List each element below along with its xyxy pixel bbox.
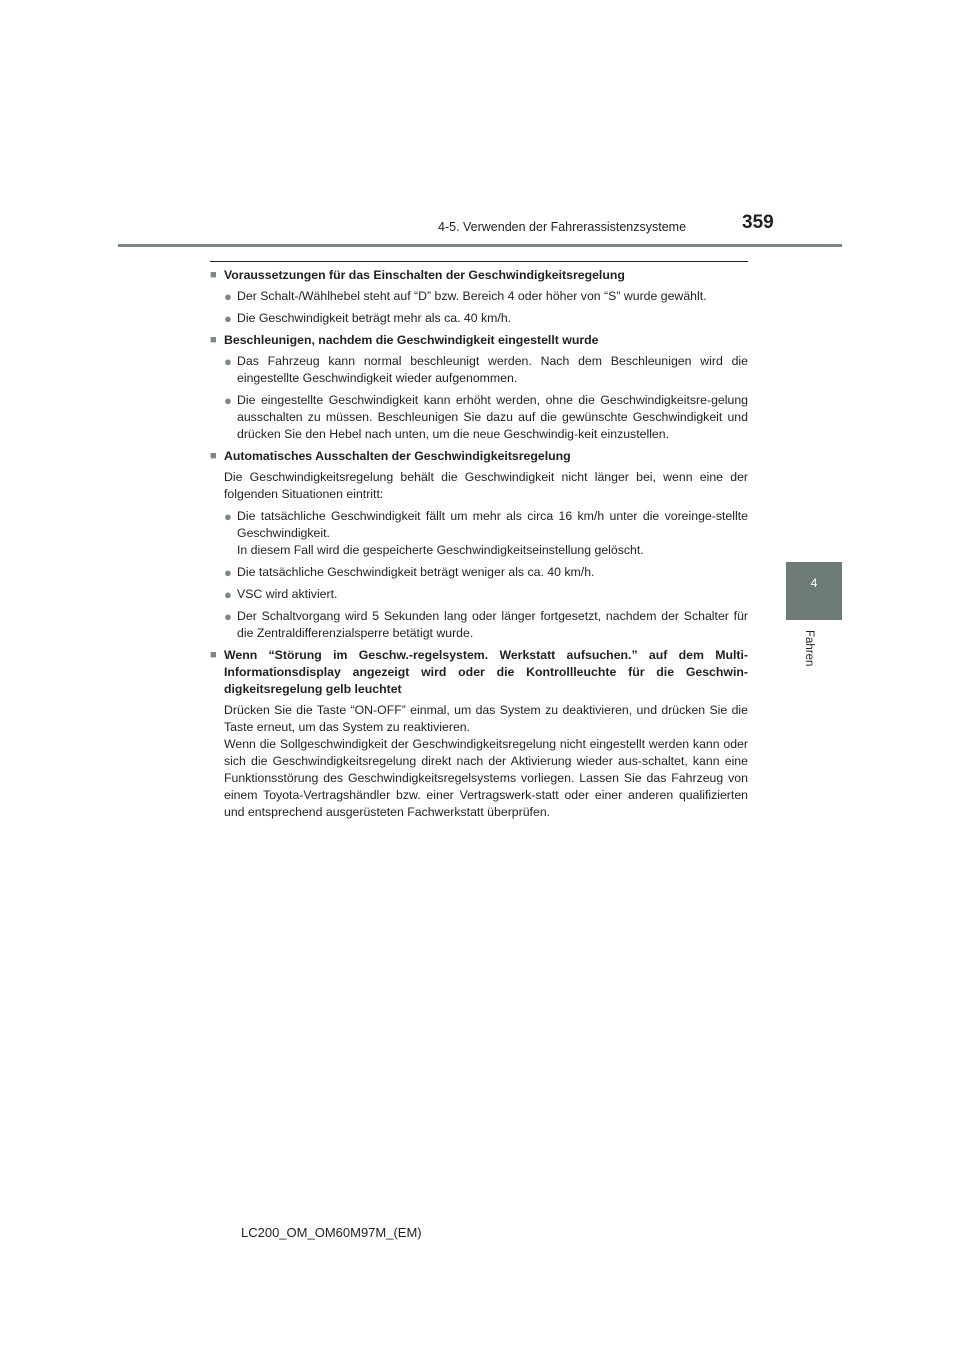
section (210, 647, 748, 821)
circle-bullet-icon: ● (224, 354, 232, 369)
footer-code: LC200_OM_OM60M97M_(EM) (241, 1225, 422, 1240)
bullet-text: Das Fahrzeug kann normal beschleunigt werden. Nach dem Beschleunigen wird die eingestellte Geschwindigkeit wieder aufgenommen. (237, 354, 748, 385)
section-title-text: Beschleunigen, nachdem die Geschwindigkeit eingestellt wurde (224, 333, 599, 347)
chapter-tab-label: Fahren (803, 630, 815, 667)
bullet-text: Die eingestellte Geschwindigkeit kann erhöht werden, ohne die Geschwindigkeitsre-gelung ausschalten zu müssen. Beschleunigen Sie dazu auf die gewünschte Geschwindigkeit und drücken Sie den Hebel nach unten, um die neue Geschwindig-keit einzustellen. (237, 393, 748, 441)
circle-bullet-icon: ● (224, 393, 232, 408)
bullet-item (224, 564, 748, 581)
bullet-text: Die Geschwindigkeit beträgt mehr als ca. 40 km/h. (237, 311, 512, 325)
bullet-text: Der Schaltvorgang wird 5 Sekunden lang oder länger fortgesetzt, nachdem der Schalter für die Zentraldifferenzialsperre betätigt wurde. (237, 609, 748, 640)
circle-bullet-icon: ● (224, 587, 232, 602)
bullet-text: VSC wird aktiviert. (237, 587, 338, 601)
bullet-text: Die tatsächliche Geschwindigkeit beträgt weniger als ca. 40 km/h. (237, 565, 595, 579)
bullet-item (224, 608, 748, 642)
header-section-title: 4-5. Verwenden der Fahrerassistenzsysteme (438, 220, 687, 234)
chapter-tab-number: 4 (810, 576, 818, 590)
bullet-text: Die tatsächliche Geschwindigkeit fällt um mehr als circa 16 km/h unter die voreinge-stellte Geschwindigkeit. In diesem Fall wird die gespeicherte Geschwindigkeitseinstellung gelöscht. (237, 509, 748, 557)
bullet-text: Der Schalt-/Wählhebel steht auf “D” bzw. Bereich 4 oder höher von “S” wurde gewählt. (237, 289, 707, 303)
section-title-text: Wenn “Störung im Geschw.-regelsystem. Werkstatt aufsuchen.” auf dem Multi-Informationsdisplay angezeigt wird oder die Kontrollleuchte für die Geschwin-digkeitsregelung gelb leuchtet (224, 648, 748, 696)
circle-bullet-icon: ● (224, 509, 232, 524)
section-title (210, 647, 748, 698)
bullet-item (224, 586, 748, 603)
content (210, 267, 748, 826)
section-title (210, 448, 748, 465)
bullet-item (224, 310, 748, 327)
circle-bullet-icon: ● (224, 311, 232, 326)
section (210, 267, 748, 327)
section-title-text: Voraussetzungen für das Einschalten der Geschwindigkeitsregelung (224, 268, 625, 282)
circle-bullet-icon: ● (224, 565, 232, 580)
square-bullet-icon: ■ (210, 269, 217, 281)
section-title (210, 267, 748, 284)
square-bullet-icon: ■ (210, 450, 217, 462)
content-divider (210, 261, 748, 262)
section-paragraph: Drücken Sie die Taste “ON-OFF” einmal, um das System zu deaktivieren, und drücken Sie die Taste erneut, um das System zu reaktivieren. Wenn die Sollgeschwindigkeit der Geschwindigkeitsregelung nicht eingestellt werden kann oder sich die Geschwindigkeitsregelung direkt nach der Aktivierung wieder aus-schaltet, kann eine Funktionsstörung des Geschwindigkeitsregelsystems vorliegen. Lassen Sie das Fahrzeug von einem Toyota-Vertragshändler bzw. einer Vertragswerk-statt oder einer anderen qualifizierten und entsprechend ausgerüsteten Fachwerkstatt überprüfen. (224, 703, 748, 819)
section-title-text: Automatisches Ausschalten der Geschwindigkeitsregelung (224, 449, 571, 463)
header-divider (118, 244, 842, 247)
bullet-item (224, 508, 748, 559)
bullet-item (224, 353, 748, 387)
section (210, 448, 748, 642)
circle-bullet-icon: ● (224, 289, 232, 304)
section-paragraph: Die Geschwindigkeitsregelung behält die Geschwindigkeit nicht länger bei, wenn eine der folgenden Situationen eintritt: (224, 470, 748, 501)
square-bullet-icon: ■ (210, 649, 217, 661)
bullet-item (224, 392, 748, 443)
bullet-item (224, 288, 748, 305)
page-number: 359 (742, 212, 774, 233)
section (210, 332, 748, 443)
chapter-tab (786, 562, 842, 620)
circle-bullet-icon: ● (224, 609, 232, 624)
square-bullet-icon: ■ (210, 334, 217, 346)
section-title (210, 332, 748, 349)
